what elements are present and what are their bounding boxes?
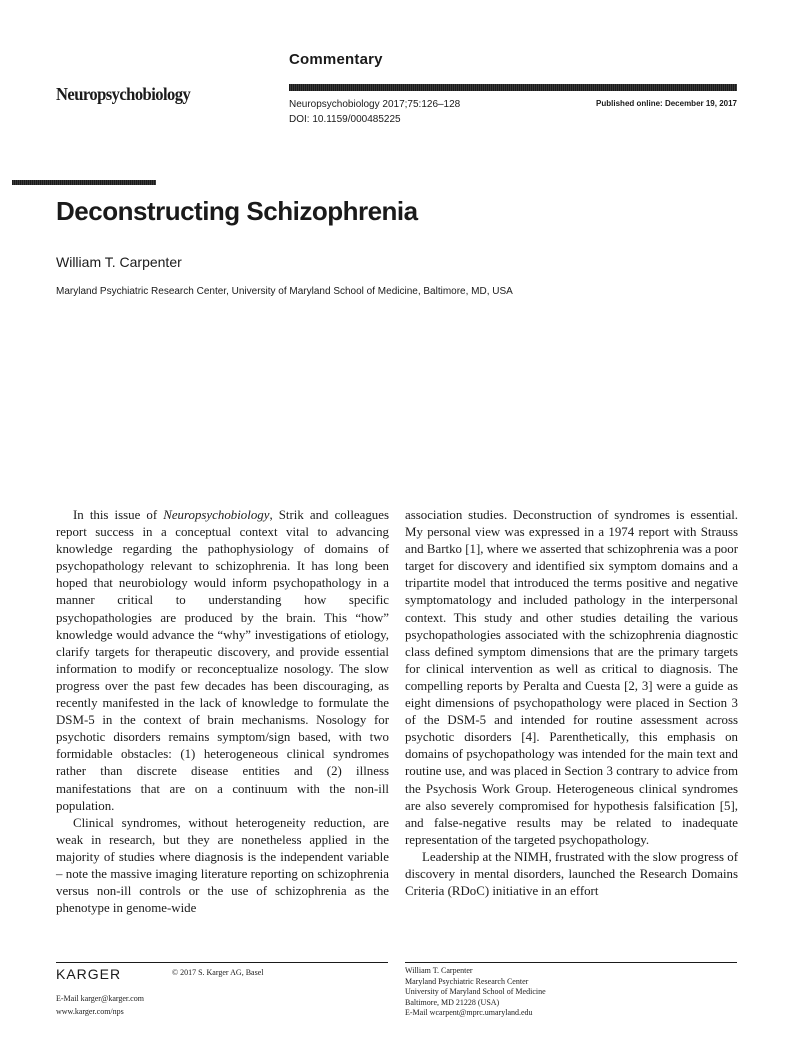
footer-divider <box>405 962 737 963</box>
publisher-website[interactable]: www.karger.com/nps <box>56 1007 124 1016</box>
published-date: Published online: December 19, 2017 <box>596 99 737 108</box>
citation: Neuropsychobiology 2017;75:126–128 <box>289 99 461 110</box>
header-bar <box>289 84 737 91</box>
author-affiliation: Maryland Psychiatric Research Center, University of Maryland School of Medicine, Baltimore, MD, USA <box>56 286 513 297</box>
article-title: Deconstructing Schizophrenia <box>56 196 418 226</box>
publisher-logo: KARGER <box>56 966 122 982</box>
title-accent-bar <box>12 180 156 185</box>
author-name: William T. Carpenter <box>56 254 182 270</box>
correspondence-name: William T. Carpenter <box>405 966 473 975</box>
journal-name-italic: Neuropsychobiology <box>163 508 270 522</box>
correspondence-line: Baltimore, MD 21228 (USA) <box>405 997 500 1007</box>
copyright: © 2017 S. Karger AG, Basel <box>172 968 264 977</box>
body-column-right <box>405 507 738 900</box>
correspondence-email[interactable]: E-Mail wcarpent@mprc.umaryland.edu <box>405 1008 533 1017</box>
journal-logo: Neuropsychobiology <box>56 84 191 104</box>
publisher-email[interactable]: E-Mail karger@karger.com <box>56 994 144 1003</box>
footer-divider <box>56 962 388 963</box>
correspondence-line: University of Maryland School of Medicine <box>405 987 546 996</box>
paragraph: Clinical syndromes, without heterogeneity reduction, are weak in research, but they are nonetheless applied in the majority of studies where diagnosis is the independent variable – note the massive imaging literature reporting on schizophrenia versus non-ill controls or the use of schizophrenia as the phenotype in genome-wide <box>56 815 389 916</box>
paragraph: In this issue of Neuropsychobiology, Strik and colleagues report success in a conceptual context vital to advancing knowledge regarding the pathophysiology of domains of psychopathology relevant to schizophrenia. It has long been hoped that neurobiology would inform psychopathology in a manner critical to understanding how specific psychopathologies are produced by the brain. This “how” knowledge would advance the “why” investigations of etiology, clarify targets for therapeutic discovery, and provide essential information to modify or reconceptualize nosology. The slow progress over the past few decades has been discouraging, as recently manifested in the lack of knowledge to formulate the DSM-5 in the context of brain mechanisms. Nosology for psychotic disorders remains symptom/sign based, with two formidable obstacles: (1) heterogeneous clinical syndromes rather than discrete disease entities and (2) illness manifestations that are on a continuum with the non-ill population. <box>56 508 389 813</box>
paragraph: association studies. Deconstruction of syndromes is essential. My personal view was expressed in a 1974 report with Strauss and Bartko [1], where we asserted that schizophrenia was a poor target for discovery and identified six symptom domains and a tripartite model that introduced the terms positive and negative symptomatology and included pathology in the interpersonal context. This study and other studies detailing the various psychopathologies associated with the schizophrenia diagnostic class defined symptom dimensions that are the primary targets for clinical intervention as well as critical to diagnosis. The compelling reports by Peralta and Cuesta [2, 3] were a guide as eight dimensions of psychopathology were placed in Section 3 of the DSM-5 and intended for routine assessment across psychotic disorders [4]. Parenthetically, this emphasis on domains of psychopathology was intended for the main text and routine use, and was placed in Section 3 contrary to advice from the Psychosis Work Group. Heterogeneous clinical syndromes are also severely compromised for hypothesis falsification [5], and false-negative results may be related to inadequate representation of the targeted psychopathology. <box>405 508 738 847</box>
correspondence-line: Maryland Psychiatric Research Center <box>405 976 529 986</box>
paragraph: Leadership at the NIMH, frustrated with the slow progress of discovery in mental disorders, launched the Research Domains Criteria (RDoC) initiative in an effort <box>405 849 738 899</box>
section-label: Commentary <box>289 51 383 68</box>
doi[interactable]: DOI: 10.1159/000485225 <box>289 114 401 125</box>
correspondence-address <box>405 966 546 1019</box>
body-column-left <box>56 507 389 917</box>
